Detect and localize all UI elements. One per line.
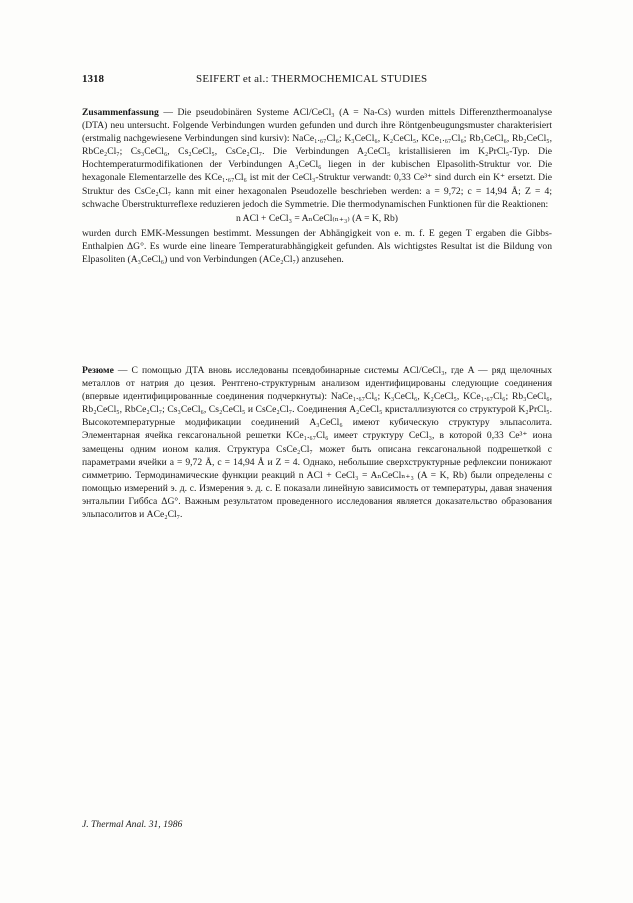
german-text-1: — Die pseudobinären Systeme ACl/CeCl₃ (A = Na-Cs) wurden mittels Differenzthermoanalyse (DTA) neu untersucht. Folgende Verbindungen wurden gefunden und durch ihre Röntgenbeugungsmuster charakterisiert (erstmalig nachgewiesene Verbindungen sind kursiv): NaCe₁.₆₇Cl₆; K₃CeCl₆, K₂CeCl₅, KCe₁.₆₇Cl₆; Rb₃CeCl₆, Rb₂CeCl₅, RbCe₂Cl₇; Cs₃CeCl₆, Cs₂CeCl₅, CsCe₂Cl₇. Die Verbindungen A₂CeCl₅ kristallisieren im K₂PrCl₅-Typ. Die Hochtemperaturmodifikationen der Verbindungen A₃CeCl₆ liegen in der kubischen Elpasolith-Struktur vor. Die hexagonale Elementarzelle des KCe₁.₆₇Cl₆ ist mit der CeCl₃-Struktur verwandt: 0,33 Ce³⁺ sind durch ein K⁺ ersetzt. Die Struktur des CsCe₂Cl₇ kann mit einer hexagonalen Pseudozelle beschrieben werden: a = 9,72; c = 14,94 Å; Z = 4; schwache Überstrukturreflexe reduzieren jedoch die Symmetrie. Die thermodynamischen Funktionen für die Reaktionen: (82, 107, 552, 210)
russian-heading: Резюме (82, 365, 114, 376)
journal-citation: J. Thermal Anal. 31, 1986 (82, 819, 183, 830)
reaction-equation: n ACl + CeCl₃ = AₙCeCl₍ₙ₊₃₎ (A = K, Rb) (236, 212, 398, 224)
russian-paragraph (82, 364, 552, 521)
running-title: SEIFERT et al.: THERMOCHEMICAL STUDIES (196, 73, 428, 85)
german-paragraph-1 (82, 106, 552, 211)
page-header (82, 73, 552, 87)
russian-abstract (82, 364, 552, 521)
german-heading: Zusammenfassung (82, 107, 159, 118)
german-abstract (82, 106, 552, 266)
german-paragraph-2: wurden durch EMK-Messungen bestimmt. Messungen der Abhängigkeit von e. m. f. E gegen T ergaben die Gibbs-Enthalpien ΔG°. Es wurde eine lineare Temperaturabhängigkeit gefunden. Als wichtigstes Resultat ist die Bildung von Elpasoliten (A₃CeCl₆) und von Verbindungen (ACe₂Cl₇) anzusehen. (82, 227, 552, 266)
page-number: 1318 (82, 73, 104, 85)
russian-text: — С помощью ДТА вновь исследованы псевдобинарные системы ACl/CeCl₃, где A — ряд щелочных металлов от натрия до цезия. Рентгено-структурным анализом идентифицированы следующие соединения (впервые идентифицированные соединения подчеркнуты): NaCe₁.₆₇Cl₆; K₃CeCl₆, K₂CeCl₅, KCe₁.₆₇Cl₆; Rb₃CeCl₆, Rb₂CeCl₅, RbCe₂Cl₇; Cs₃CeCl₆, Cs₂CeCl₅ и CsCe₂Cl₇. Соединения A₂CeCl₅ кристаллизуются со структурой K₂PrCl₅. Высокотемпературные модификации соединений A₃CeCl₆ имеют кубическую структуру эльпасолита. Элементарная ячейка гексагональной решетки KCe₁.₆₇Cl₆ имеет структуру CeCl₃, в которой 0,33 Ce³⁺ иона замещены одним ионом калия. Структура CsCe₂Cl₇ может быть описана гексагональной подрешеткой с параметрами ячейки a = 9,72 Å, c = 14,94 Å и Z = 4. Однако, небольшие сверхструктурные рефлексии понижают симметрию. Термодинамические функции реакций n ACl + CeCl₃ = AₙCeClₙ₊₃ (A = K, Rb) были определены с помощью измерений э. д. с. Измерения э. д. с. E показали линейную зависимость от температуры, давая значения энтальпии Гиббса ΔG°. Важным результатом проведенного исследования является доказательство образования эльпасолитов и ACe₂Cl₇. (82, 365, 553, 521)
